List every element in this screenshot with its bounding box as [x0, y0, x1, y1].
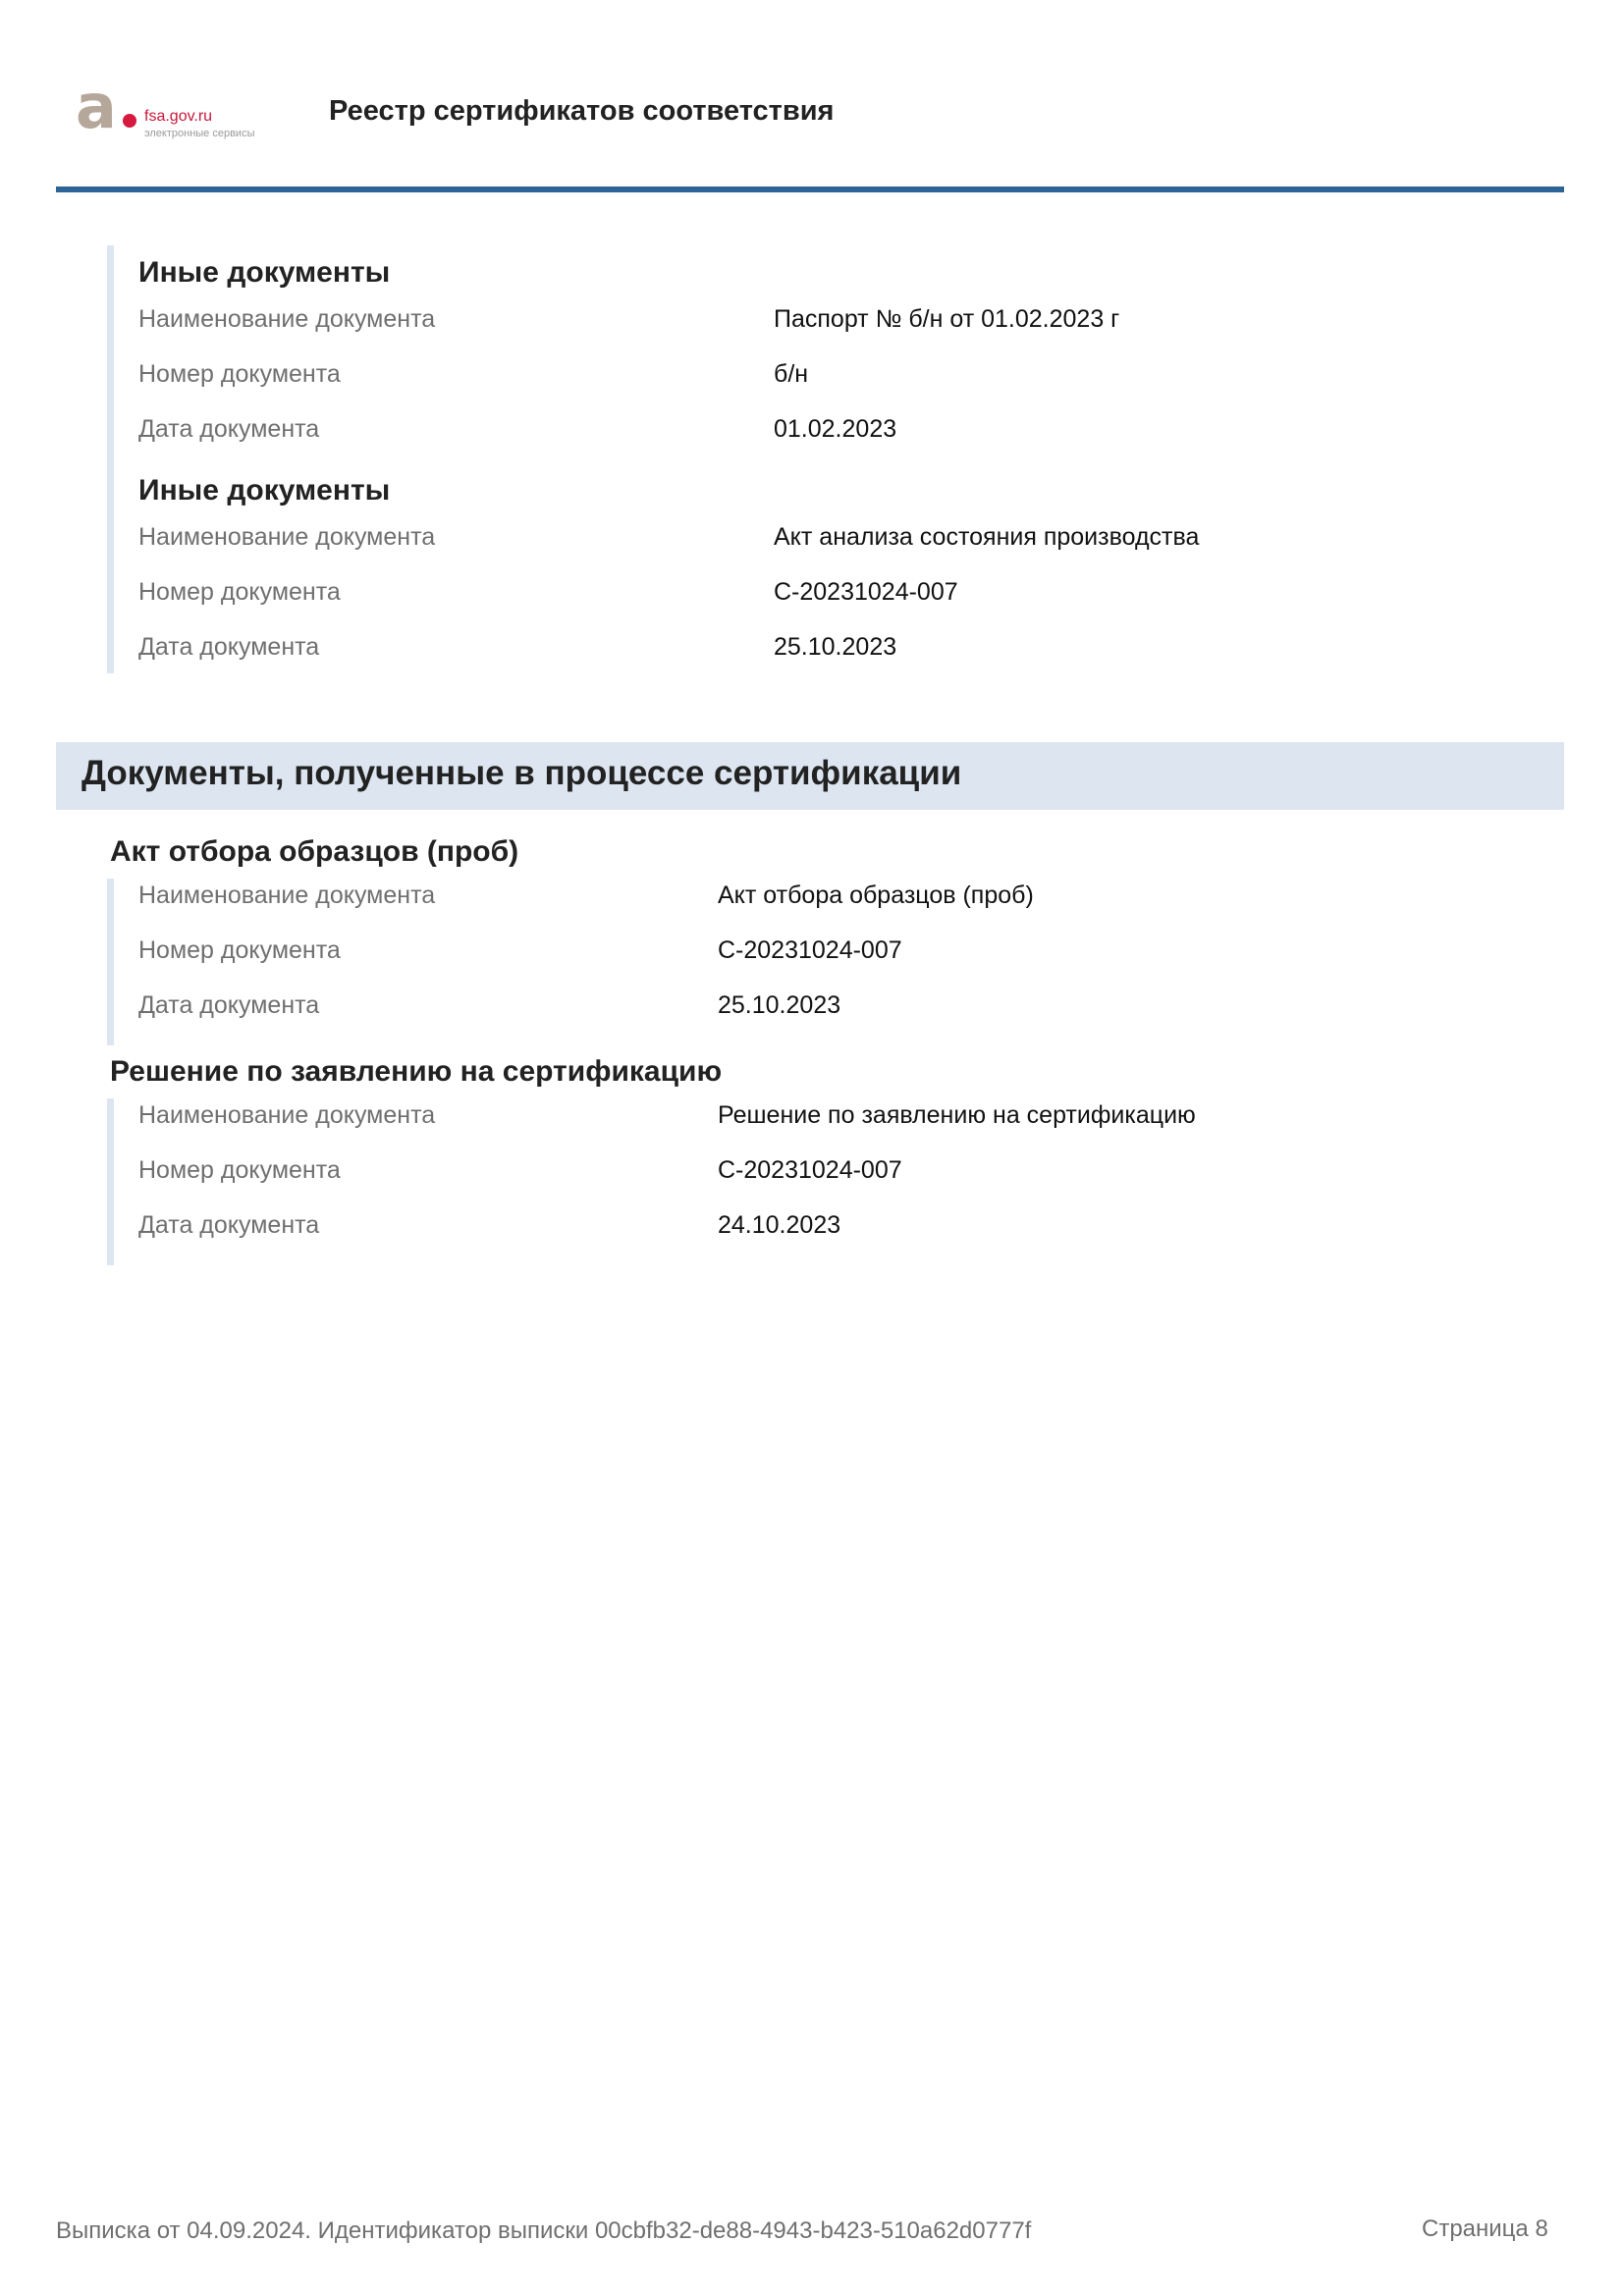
document-number-value: С-20231024-007: [718, 1156, 902, 1184]
registry-title: Реестр сертификатов соответствия: [329, 95, 835, 127]
group-heading: Иные документы: [138, 256, 391, 289]
document-name-row: [138, 522, 1592, 577]
document-number-row: [138, 359, 1592, 414]
document-name-row: [138, 304, 1592, 359]
document-date-label: Дата документа: [138, 415, 320, 443]
logo-dot-icon: [123, 114, 136, 128]
document-number-label: Номер документа: [138, 936, 341, 964]
sampling-act-group: [107, 879, 1592, 1045]
document-name-label: Наименование документа: [138, 1101, 436, 1129]
document-name-label: Наименование документа: [138, 305, 436, 333]
group-heading: Иные документы: [138, 474, 391, 507]
document-number-row: [138, 577, 1592, 632]
subgroup-heading: Акт отбора образцов (проб): [110, 835, 519, 868]
document-number-label: Номер документа: [138, 360, 341, 388]
document-date-value: 25.10.2023: [718, 991, 841, 1019]
document-number-row: [138, 935, 1592, 990]
certification-decision-group: [107, 1098, 1592, 1265]
document-name-row: [138, 881, 1592, 935]
section-title: Документы, полученные в процессе сертификации: [81, 754, 962, 792]
document-number-label: Номер документа: [138, 578, 341, 606]
document-date-label: Дата документа: [138, 1211, 320, 1239]
other-documents-group-1: [107, 245, 1592, 673]
document-date-row: [138, 1210, 1592, 1265]
document-name-value: Паспорт № б/н от 01.02.2023 г: [774, 305, 1120, 333]
document-number-value: б/н: [774, 360, 809, 388]
document-date-value: 01.02.2023: [774, 415, 897, 443]
subgroup-heading: Решение по заявлению на сертификацию: [110, 1055, 723, 1088]
document-date-row: [138, 632, 1592, 673]
logo-domain: fsa.gov.ru: [144, 108, 213, 125]
document-name-value: Акт анализа состояния производства: [774, 523, 1200, 551]
document-date-label: Дата документа: [138, 633, 320, 661]
logo-subtitle: электронные сервисы: [144, 128, 255, 139]
page-number: Страница 8: [1422, 2216, 1548, 2242]
document-name-value: Акт отбора образцов (проб): [718, 881, 1034, 909]
document-date-row: [138, 414, 1592, 469]
document-name-row: [138, 1100, 1592, 1155]
fsa-logo[interactable]: [76, 71, 292, 145]
document-name-value: Решение по заявлению на сертификацию: [718, 1101, 1196, 1129]
document-number-row: [138, 1155, 1592, 1210]
document-date-label: Дата документа: [138, 991, 320, 1019]
document-number-value: С-20231024-007: [774, 578, 958, 606]
document-number-label: Номер документа: [138, 1156, 341, 1184]
page-header: [56, 59, 1563, 187]
document-name-label: Наименование документа: [138, 523, 436, 551]
document-date-value: 24.10.2023: [718, 1211, 841, 1239]
document-date-value: 25.10.2023: [774, 633, 897, 661]
document-number-value: С-20231024-007: [718, 936, 902, 964]
document-date-row: [138, 990, 1592, 1045]
extract-footer: Выписка от 04.09.2024. Идентификатор выписки 00cbfb32-de88-4943-b423-510a62d0777f: [56, 2217, 1032, 2244]
fsa-logo-icon: а: [76, 71, 117, 142]
header-divider: [56, 187, 1564, 192]
certification-documents-section: [56, 742, 1564, 810]
document-name-label: Наименование документа: [138, 881, 436, 909]
